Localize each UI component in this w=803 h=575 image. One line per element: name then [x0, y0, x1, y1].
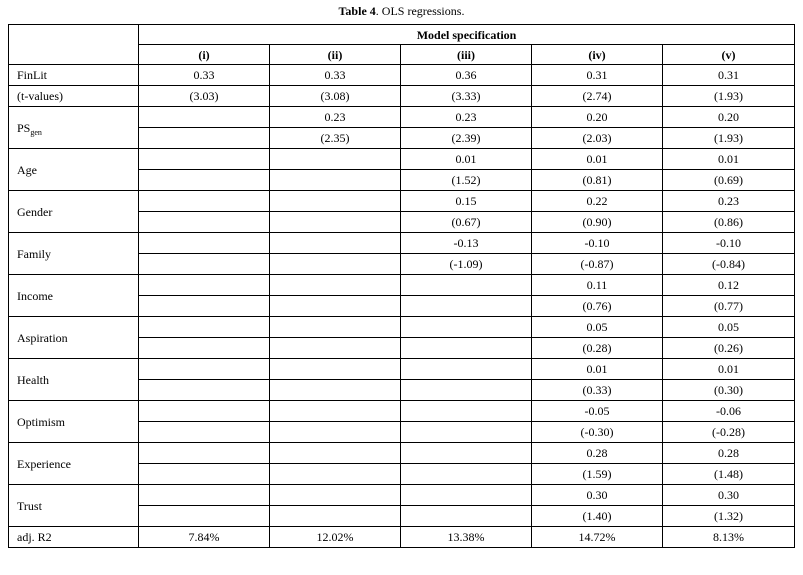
table-cell — [139, 149, 270, 170]
table-cell: 0.33 — [270, 65, 401, 86]
table-cell: (1.52) — [401, 170, 532, 191]
row-label-optimism: Optimism — [9, 401, 139, 443]
table-cell: 0.22 — [532, 191, 663, 212]
table-cell: (2.35) — [270, 128, 401, 149]
table-cell: 0.30 — [663, 485, 795, 506]
table-row-health-coef — [9, 359, 795, 380]
row-label-gender: Gender — [9, 191, 139, 233]
table-cell: (0.28) — [532, 338, 663, 359]
table-row-psgen-coef — [9, 107, 795, 128]
table-cell: (0.81) — [532, 170, 663, 191]
table-cell — [139, 485, 270, 506]
row-label-tvalues: (t-values) — [9, 86, 139, 107]
row-label-aspiration: Aspiration — [9, 317, 139, 359]
table-cell — [270, 338, 401, 359]
table-caption-label: Table 4 — [338, 4, 376, 18]
row-label-age: Age — [9, 149, 139, 191]
table-row-income-coef — [9, 275, 795, 296]
row-label-income: Income — [9, 275, 139, 317]
table-cell: 0.31 — [532, 65, 663, 86]
table-cell — [270, 275, 401, 296]
table-cell — [270, 212, 401, 233]
column-header-v: (v) — [663, 45, 795, 65]
table-cell — [139, 359, 270, 380]
table-cell: 0.23 — [401, 107, 532, 128]
table-cell: 8.13% — [663, 527, 795, 548]
table-row-trust-coef — [9, 485, 795, 506]
table-cell — [401, 380, 532, 401]
row-label-psgen-main: PS — [17, 120, 31, 135]
table-cell — [139, 296, 270, 317]
table-cell: (-1.09) — [401, 254, 532, 275]
table-cell — [270, 506, 401, 527]
table-cell: 7.84% — [139, 527, 270, 548]
table-cell — [139, 170, 270, 191]
table-cell: 0.23 — [270, 107, 401, 128]
row-label-psgen-sub: gen — [30, 127, 42, 137]
table-cell — [270, 380, 401, 401]
table-row-age-coef — [9, 149, 795, 170]
table-cell — [401, 422, 532, 443]
header-corner-cell — [9, 25, 139, 65]
table-cell: (2.39) — [401, 128, 532, 149]
table-cell: -0.10 — [532, 233, 663, 254]
variable-rows — [9, 149, 795, 527]
table-caption — [0, 3, 803, 19]
table-cell — [139, 317, 270, 338]
table-cell — [401, 443, 532, 464]
table-cell — [270, 317, 401, 338]
ols-regression-table — [8, 24, 795, 548]
table-cell — [139, 506, 270, 527]
table-cell: (3.33) — [401, 86, 532, 107]
table-cell: (-0.87) — [532, 254, 663, 275]
table-cell — [139, 422, 270, 443]
table-cell: 0.12 — [663, 275, 795, 296]
table-cell: (1.32) — [663, 506, 795, 527]
column-header-ii: (ii) — [270, 45, 401, 65]
table-cell: (0.30) — [663, 380, 795, 401]
table-cell: (1.48) — [663, 464, 795, 485]
table-cell — [401, 296, 532, 317]
table-cell — [139, 191, 270, 212]
table-cell: (3.03) — [139, 86, 270, 107]
table-cell: (1.93) — [663, 86, 795, 107]
table-cell — [139, 128, 270, 149]
table-cell — [139, 107, 270, 128]
table-cell: (-0.30) — [532, 422, 663, 443]
table-cell — [139, 443, 270, 464]
table-cell: (-0.28) — [663, 422, 795, 443]
row-label-family: Family — [9, 233, 139, 275]
table-cell: -0.10 — [663, 233, 795, 254]
table-row-experience-coef — [9, 443, 795, 464]
table-cell — [401, 359, 532, 380]
table-row-aspiration-coef — [9, 317, 795, 338]
table-cell: (1.40) — [532, 506, 663, 527]
row-label-health: Health — [9, 359, 139, 401]
table-cell: 0.01 — [401, 149, 532, 170]
column-header-iii: (iii) — [401, 45, 532, 65]
table-cell — [139, 338, 270, 359]
table-cell: (1.59) — [532, 464, 663, 485]
table-cell: 0.01 — [663, 149, 795, 170]
table-cell — [401, 401, 532, 422]
table-cell: (2.74) — [532, 86, 663, 107]
table-cell — [401, 485, 532, 506]
row-label-psgen — [9, 107, 139, 149]
table-cell: (1.93) — [663, 128, 795, 149]
table-cell: 13.38% — [401, 527, 532, 548]
table-cell — [401, 317, 532, 338]
table-cell: (0.33) — [532, 380, 663, 401]
table-cell: (0.76) — [532, 296, 663, 317]
column-header-iv: (iv) — [532, 45, 663, 65]
table-cell — [270, 296, 401, 317]
row-label-finlit: FinLit — [9, 65, 139, 86]
row-label-trust: Trust — [9, 485, 139, 527]
table-cell: 14.72% — [532, 527, 663, 548]
table-cell: -0.13 — [401, 233, 532, 254]
table-cell — [270, 443, 401, 464]
table-cell — [401, 506, 532, 527]
table-cell: (0.26) — [663, 338, 795, 359]
table-cell: 0.20 — [532, 107, 663, 128]
column-header-i: (i) — [139, 45, 270, 65]
table-cell — [270, 485, 401, 506]
table-cell: 0.28 — [532, 443, 663, 464]
table-cell — [139, 233, 270, 254]
table-cell — [401, 275, 532, 296]
table-cell: 0.20 — [663, 107, 795, 128]
table-caption-text: . OLS regressions. — [375, 4, 465, 18]
table-cell — [270, 401, 401, 422]
table-cell — [270, 170, 401, 191]
table-cell: 0.31 — [663, 65, 795, 86]
table-cell: 0.15 — [401, 191, 532, 212]
table-cell: (2.03) — [532, 128, 663, 149]
table-row-family-coef — [9, 233, 795, 254]
table-row-tvalues — [9, 86, 795, 107]
table-cell: (-0.84) — [663, 254, 795, 275]
table-header-row — [9, 25, 795, 45]
table-row-gender-coef — [9, 191, 795, 212]
table-cell: (0.86) — [663, 212, 795, 233]
model-specification-header: Model specification — [139, 25, 795, 45]
table-cell — [270, 254, 401, 275]
table-cell — [401, 464, 532, 485]
table-cell — [270, 149, 401, 170]
table-cell — [270, 191, 401, 212]
table-cell: -0.06 — [663, 401, 795, 422]
table-cell: 0.36 — [401, 65, 532, 86]
table-cell: (3.08) — [270, 86, 401, 107]
table-row-adjr2 — [9, 527, 795, 548]
table-cell — [139, 464, 270, 485]
table-cell: (0.67) — [401, 212, 532, 233]
table-cell: (0.90) — [532, 212, 663, 233]
table-cell — [139, 275, 270, 296]
table-cell: 0.01 — [663, 359, 795, 380]
table-cell: 0.23 — [663, 191, 795, 212]
table-cell: 0.01 — [532, 359, 663, 380]
table-cell: 0.11 — [532, 275, 663, 296]
table-cell: 0.05 — [532, 317, 663, 338]
table-row-finlit — [9, 65, 795, 86]
table-cell: -0.05 — [532, 401, 663, 422]
table-cell — [401, 338, 532, 359]
table-cell — [270, 233, 401, 254]
table-cell: 0.30 — [532, 485, 663, 506]
table-cell — [270, 422, 401, 443]
table-cell: 0.28 — [663, 443, 795, 464]
table-cell: 0.01 — [532, 149, 663, 170]
table-cell — [270, 464, 401, 485]
row-label-adjr2: adj. R2 — [9, 527, 139, 548]
table-row-optimism-coef — [9, 401, 795, 422]
table-cell: (0.77) — [663, 296, 795, 317]
table-cell — [270, 359, 401, 380]
table-cell — [139, 212, 270, 233]
table-cell — [139, 401, 270, 422]
table-cell: (0.69) — [663, 170, 795, 191]
table-cell — [139, 254, 270, 275]
table-cell — [139, 380, 270, 401]
table-cell: 0.05 — [663, 317, 795, 338]
row-label-experience: Experience — [9, 443, 139, 485]
table-cell: 12.02% — [270, 527, 401, 548]
table-cell: 0.33 — [139, 65, 270, 86]
